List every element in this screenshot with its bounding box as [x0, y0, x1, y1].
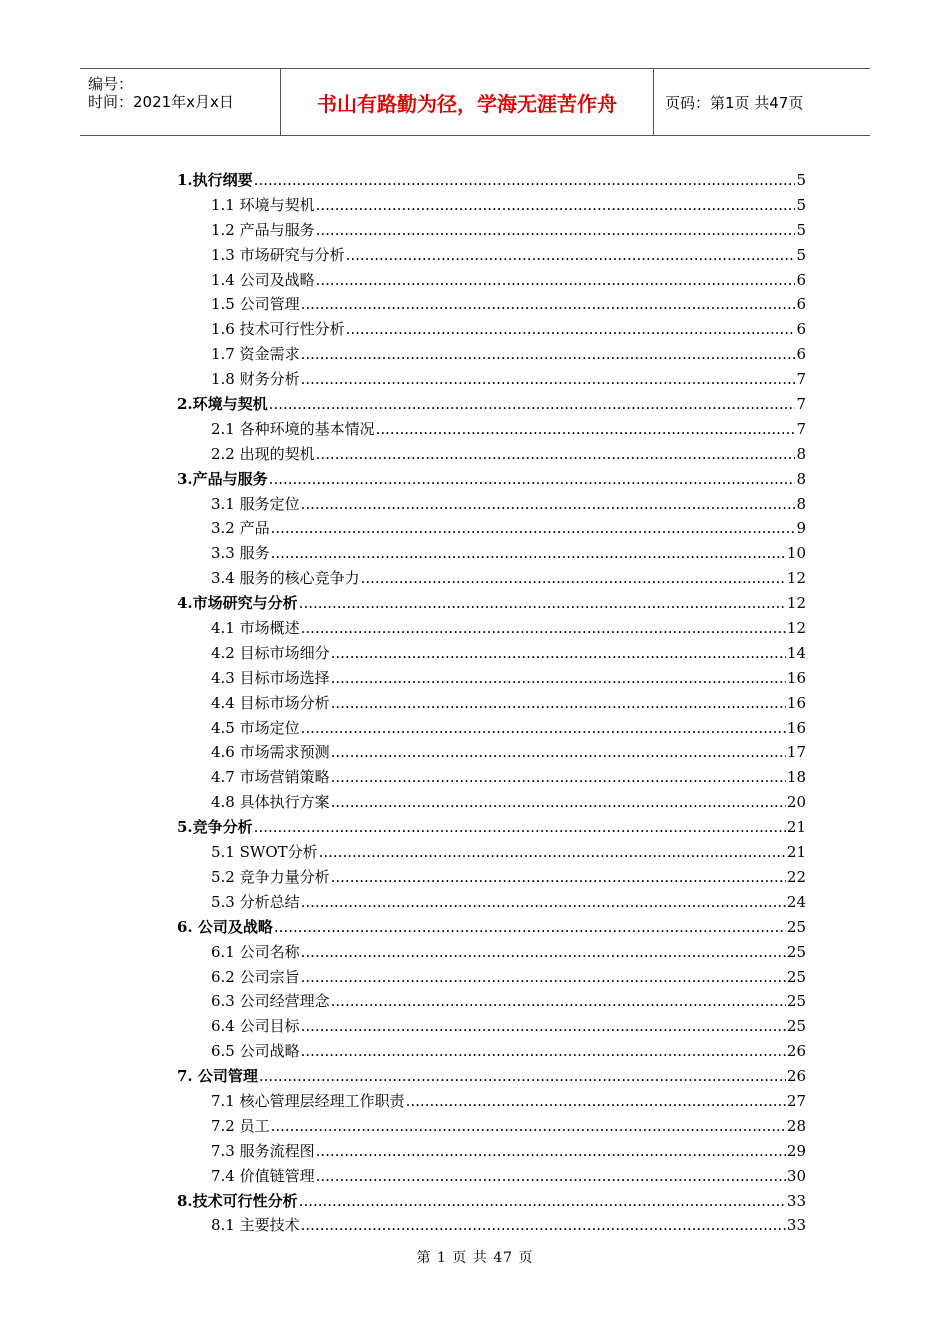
- page-footer: 第 1 页 共 47 页: [416, 1250, 534, 1266]
- toc-section-entry[interactable]: [177, 243, 806, 268]
- toc-entry-title: 4.4 目标市场分析: [211, 693, 330, 712]
- toc-entry-title: 8.1 主要技术: [211, 1216, 300, 1235]
- toc-entry-page-number: 22: [786, 867, 806, 886]
- header-motto: 书山有路勤为径，学海无涯苦作舟: [281, 69, 654, 135]
- toc-entry-title: 4.8 具体执行方案: [211, 793, 330, 812]
- toc-section-entry[interactable]: [177, 218, 806, 243]
- toc-section-entry[interactable]: [177, 193, 806, 218]
- toc-dot-leader: [376, 417, 796, 442]
- header-meta: [80, 69, 281, 135]
- toc-chapter-entry[interactable]: [177, 392, 806, 417]
- toc-section-entry[interactable]: [177, 367, 806, 392]
- toc-entry-title: 8.技术可行性分析: [177, 1191, 298, 1210]
- toc-entry-title: 5.1 SWOT分析: [211, 843, 318, 862]
- toc-dot-leader: [331, 666, 786, 691]
- toc-dot-leader: [301, 890, 786, 915]
- toc-chapter-entry[interactable]: [177, 168, 806, 193]
- toc-dot-leader: [254, 168, 796, 193]
- toc-dot-leader: [271, 541, 786, 566]
- toc-section-entry[interactable]: [177, 865, 806, 890]
- toc-chapter-entry[interactable]: [177, 467, 806, 492]
- toc-dot-leader: [331, 790, 786, 815]
- toc-dot-leader: [274, 915, 786, 940]
- toc-entry-page-number: 8: [796, 494, 806, 513]
- toc-dot-leader: [269, 467, 796, 492]
- toc-dot-leader: [259, 1064, 786, 1089]
- toc-entry-title: 4.5 市场定位: [211, 718, 300, 737]
- toc-section-entry[interactable]: [177, 1164, 806, 1189]
- toc-dot-leader: [316, 1164, 786, 1189]
- toc-entry-title: 3.4 服务的核心竞争力: [211, 569, 360, 588]
- toc-entry-title: 3.产品与服务: [177, 469, 268, 488]
- toc-section-entry[interactable]: [177, 1089, 806, 1114]
- toc-dot-leader: [331, 765, 786, 790]
- toc-entry-title: 7.4 价值链管理: [211, 1166, 315, 1185]
- toc-entry-page-number: 17: [786, 743, 806, 762]
- toc-section-entry[interactable]: [177, 492, 806, 517]
- toc-dot-leader: [316, 193, 796, 218]
- toc-entry-title: 4.市场研究与分析: [177, 594, 298, 613]
- toc-entry-page-number: 25: [786, 917, 806, 936]
- toc-dot-leader: [271, 1114, 786, 1139]
- toc-entry-title: 3.1 服务定位: [211, 494, 300, 513]
- toc-section-entry[interactable]: [177, 616, 806, 641]
- toc-chapter-entry[interactable]: [177, 1189, 806, 1214]
- toc-dot-leader: [346, 317, 796, 342]
- toc-dot-leader: [299, 1189, 786, 1214]
- toc-section-entry[interactable]: [177, 790, 806, 815]
- toc-entry-page-number: 16: [786, 668, 806, 687]
- toc-dot-leader: [316, 218, 796, 243]
- toc-entry-title: 7.1 核心管理层经理工作职责: [211, 1091, 405, 1110]
- toc-entry-page-number: 9: [796, 519, 806, 538]
- toc-section-entry[interactable]: [177, 417, 806, 442]
- toc-entry-title: 4.1 市场概述: [211, 619, 300, 638]
- toc-section-entry[interactable]: [177, 740, 806, 765]
- toc-entry-title: 6.3 公司经营理念: [211, 992, 330, 1011]
- toc-section-entry[interactable]: [177, 840, 806, 865]
- toc-dot-leader: [331, 865, 786, 890]
- toc-entry-page-number: 18: [786, 768, 806, 787]
- toc-entry-title: 2.2 出现的契机: [211, 444, 315, 463]
- toc-dot-leader: [361, 566, 786, 591]
- toc-entry-page-number: 6: [796, 270, 806, 289]
- toc-entry-title: 5.竞争分析: [177, 818, 253, 837]
- toc-entry-title: 4.6 市场需求预测: [211, 743, 330, 762]
- toc-entry-title: 2.环境与契机: [177, 395, 268, 414]
- toc-entry-page-number: 26: [786, 1042, 806, 1061]
- toc-chapter-entry[interactable]: [177, 815, 806, 840]
- toc-entry-page-number: 21: [786, 818, 806, 837]
- toc-entry-page-number: 20: [786, 793, 806, 812]
- toc-entry-page-number: 33: [786, 1191, 806, 1210]
- toc-entry-title: 5.3 分析总结: [211, 892, 300, 911]
- toc-entry-page-number: 5: [796, 171, 806, 189]
- toc-section-entry[interactable]: [177, 342, 806, 367]
- toc-dot-leader: [301, 940, 786, 965]
- toc-section-entry[interactable]: [177, 765, 806, 790]
- toc-entry-page-number: 29: [786, 1141, 806, 1160]
- toc-entry-page-number: 7: [796, 395, 806, 414]
- document-number-label: 编号：: [88, 75, 134, 93]
- toc-dot-leader: [299, 591, 786, 616]
- toc-entry-page-number: 28: [786, 1116, 806, 1135]
- toc-entry-page-number: 33: [786, 1216, 806, 1235]
- toc-dot-leader: [316, 268, 796, 293]
- toc-chapter-entry[interactable]: [177, 591, 806, 616]
- toc-section-entry[interactable]: [177, 541, 806, 566]
- toc-section-entry[interactable]: [177, 442, 806, 467]
- toc-entry-title: 4.7 市场营销策略: [211, 768, 330, 787]
- toc-entry-page-number: 8: [796, 444, 806, 463]
- toc-dot-leader: [316, 1139, 786, 1164]
- toc-entry-title: 1.5 公司管理: [211, 295, 300, 314]
- toc-dot-leader: [301, 292, 796, 317]
- toc-entry-page-number: 5: [796, 195, 806, 214]
- toc-dot-leader: [331, 740, 786, 765]
- toc-dot-leader: [301, 965, 786, 990]
- toc-entry-title: 7. 公司管理: [177, 1067, 258, 1086]
- toc-entry-title: 1.4 公司及战略: [211, 270, 315, 289]
- toc-entry-page-number: 5: [796, 220, 806, 239]
- header-page-info: 页码：第1页 共47页: [665, 93, 804, 112]
- toc-entry-page-number: 25: [786, 942, 806, 961]
- toc-chapter-entry[interactable]: [177, 1064, 806, 1089]
- toc-entry-title: 1.1 环境与契机: [211, 195, 315, 214]
- toc-section-entry[interactable]: [177, 716, 806, 741]
- toc-entry-title: 3.3 服务: [211, 544, 270, 563]
- toc-entry-title: 6.5 公司战略: [211, 1042, 300, 1061]
- toc-entry-page-number: 24: [786, 892, 806, 911]
- toc-section-entry[interactable]: [177, 1114, 806, 1139]
- toc-dot-leader: [301, 367, 796, 392]
- toc-entry-page-number: 6: [796, 320, 806, 339]
- toc-section-entry[interactable]: [177, 1139, 806, 1164]
- toc-section-entry[interactable]: [177, 666, 806, 691]
- toc-entry-title: 1.8 财务分析: [211, 370, 300, 389]
- toc-entry-title: 6. 公司及战略: [177, 917, 273, 936]
- toc-entry-page-number: 16: [786, 693, 806, 712]
- toc-entry-page-number: 8: [796, 469, 806, 488]
- toc-entry-title: 4.3 目标市场选择: [211, 668, 330, 687]
- toc-dot-leader: [301, 1039, 786, 1064]
- toc-entry-title: 6.2 公司宗旨: [211, 967, 300, 986]
- toc-entry-page-number: 12: [786, 594, 806, 613]
- toc-entry-page-number: 26: [786, 1067, 806, 1086]
- toc-entry-title: 1.执行纲要: [177, 171, 253, 189]
- toc-section-entry[interactable]: [177, 1213, 806, 1238]
- toc-entry-title: 1.6 技术可行性分析: [211, 320, 345, 339]
- toc-section-entry[interactable]: [177, 292, 806, 317]
- toc-entry-title: 3.2 产品: [211, 519, 270, 538]
- toc-dot-leader: [406, 1089, 786, 1114]
- toc-section-entry[interactable]: [177, 1014, 806, 1039]
- table-of-contents: [177, 168, 806, 1238]
- toc-entry-page-number: 25: [786, 992, 806, 1011]
- toc-entry-page-number: 30: [786, 1166, 806, 1185]
- toc-entry-page-number: 16: [786, 718, 806, 737]
- toc-entry-page-number: 12: [786, 569, 806, 588]
- document-time-label: 时间：2021年x月x日: [88, 93, 234, 111]
- toc-section-entry[interactable]: [177, 566, 806, 591]
- toc-entry-page-number: 10: [786, 544, 806, 563]
- toc-dot-leader: [254, 815, 786, 840]
- page-header: [80, 68, 870, 136]
- toc-entry-page-number: 12: [786, 619, 806, 638]
- toc-dot-leader: [331, 641, 786, 666]
- toc-entry-title: 1.2 产品与服务: [211, 220, 315, 239]
- toc-dot-leader: [316, 442, 796, 467]
- toc-dot-leader: [319, 840, 786, 865]
- toc-section-entry[interactable]: [177, 890, 806, 915]
- toc-dot-leader: [301, 1014, 786, 1039]
- toc-dot-leader: [301, 342, 796, 367]
- toc-entry-title: 1.7 资金需求: [211, 345, 300, 364]
- toc-chapter-entry[interactable]: [177, 915, 806, 940]
- toc-section-entry[interactable]: [177, 691, 806, 716]
- toc-entry-title: 1.3 市场研究与分析: [211, 245, 345, 264]
- toc-entry-title: 6.1 公司名称: [211, 942, 300, 961]
- toc-entry-page-number: 27: [786, 1091, 806, 1110]
- toc-section-entry[interactable]: [177, 940, 806, 965]
- toc-section-entry[interactable]: [177, 1039, 806, 1064]
- toc-entry-title: 2.1 各种环境的基本情况: [211, 419, 375, 438]
- toc-entry-title: 7.2 员工: [211, 1116, 270, 1135]
- toc-entry-page-number: 6: [796, 345, 806, 364]
- toc-entry-page-number: 25: [786, 967, 806, 986]
- toc-dot-leader: [301, 716, 786, 741]
- toc-entry-page-number: 14: [786, 643, 806, 662]
- toc-section-entry[interactable]: [177, 965, 806, 990]
- toc-entry-title: 4.2 目标市场细分: [211, 643, 330, 662]
- toc-section-entry[interactable]: [177, 317, 806, 342]
- toc-entry-page-number: 5: [796, 245, 806, 264]
- toc-section-entry[interactable]: [177, 268, 806, 293]
- toc-entry-title: 5.2 竞争力量分析: [211, 867, 330, 886]
- toc-dot-leader: [331, 691, 786, 716]
- toc-entry-page-number: 21: [786, 843, 806, 862]
- toc-dot-leader: [301, 616, 786, 641]
- toc-section-entry[interactable]: [177, 516, 806, 541]
- toc-entry-page-number: 25: [786, 1017, 806, 1036]
- toc-entry-page-number: 7: [796, 370, 806, 389]
- toc-entry-page-number: 6: [796, 295, 806, 314]
- toc-dot-leader: [271, 516, 796, 541]
- toc-section-entry[interactable]: [177, 989, 806, 1014]
- toc-dot-leader: [346, 243, 796, 268]
- toc-entry-title: 6.4 公司目标: [211, 1017, 300, 1036]
- toc-dot-leader: [331, 989, 786, 1014]
- toc-entry-page-number: 7: [796, 419, 806, 438]
- toc-dot-leader: [269, 392, 796, 417]
- toc-dot-leader: [301, 1213, 786, 1238]
- toc-entry-title: 7.3 服务流程图: [211, 1141, 315, 1160]
- toc-section-entry[interactable]: [177, 641, 806, 666]
- toc-dot-leader: [301, 492, 796, 517]
